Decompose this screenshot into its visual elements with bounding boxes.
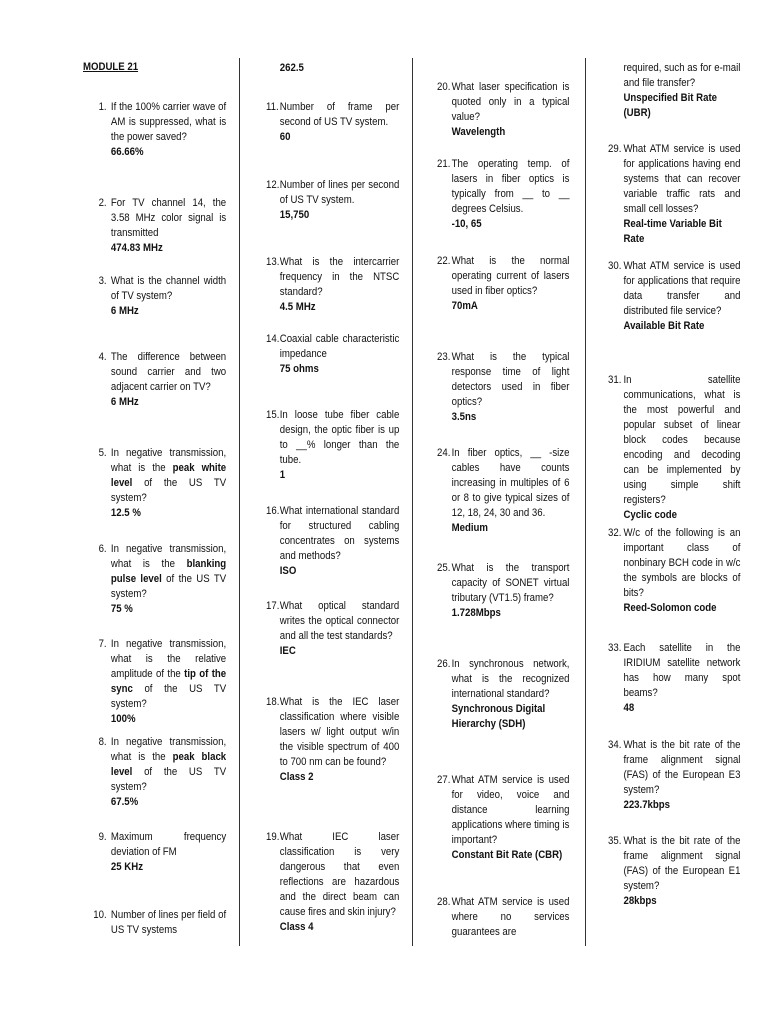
question-number: 30.	[608, 260, 622, 272]
question-4	[92, 350, 226, 410]
answer: 67.5%	[110, 796, 139, 808]
answer: 48	[623, 702, 635, 714]
question-number: 11.	[266, 101, 279, 113]
answer: 6 MHz	[110, 305, 139, 317]
question-23	[437, 350, 569, 425]
column-2	[266, 58, 399, 946]
answer: 223.7kbps	[623, 799, 671, 811]
question-13	[266, 255, 399, 315]
question-35	[608, 834, 740, 909]
answer: 262.5	[279, 62, 304, 74]
question-text: What is the bit rate of the frame alignment signal (FAS) of the European E1 system?	[623, 835, 741, 892]
question-34	[608, 738, 740, 813]
question-emphasis: peak white level	[110, 462, 227, 489]
question-number: 2.	[98, 197, 107, 209]
question-text: What is the intercarrier frequency in the NTSC standard?	[279, 256, 400, 298]
question-text: Number of lines per second of US TV system.	[279, 179, 400, 206]
question-number: 33.	[608, 642, 622, 654]
answer: 6 MHz	[110, 396, 139, 408]
question-11	[266, 100, 399, 145]
question-number	[608, 61, 623, 91]
question-number: 3.	[98, 275, 107, 287]
question-number: 7.	[98, 638, 107, 650]
answer: Class 4	[279, 921, 314, 933]
answer: 1.728Mbps	[451, 607, 501, 619]
question-number: 8.	[98, 736, 107, 748]
question-number: 13.	[266, 256, 280, 268]
question-number: 6.	[98, 543, 107, 555]
question-text	[111, 542, 226, 602]
question-17	[266, 599, 399, 659]
column-divider-2	[412, 58, 413, 946]
column-divider-1	[239, 58, 240, 946]
question-text: Maximum frequency deviation of FM	[110, 831, 227, 858]
question-28-continued	[608, 61, 740, 121]
question-text: The operating temp. of lasers in fiber optics is typically from __ to __ degrees Celsius.	[451, 158, 570, 215]
question-text	[111, 446, 226, 506]
question-number: 5.	[98, 447, 107, 459]
question-text: What optical standard writes the optical connector and all the test standards?	[279, 600, 400, 642]
question-number: 24.	[437, 447, 451, 459]
question-text	[111, 735, 226, 795]
question-text-pre: In negative transmission, what is the	[110, 736, 227, 763]
question-32	[608, 526, 740, 616]
question-31	[608, 373, 740, 523]
question-text: What is the transport capacity of SONET virtual tributary (VT1.5) frame?	[451, 562, 570, 604]
answer: IEC	[279, 645, 296, 657]
question-number: 4.	[98, 351, 107, 363]
question-number: 21.	[437, 158, 451, 170]
answer: Medium	[451, 522, 488, 534]
answer: 70mA	[451, 300, 478, 312]
question-text: Each satellite in the IRIDIUM satellite network has how many spot beams?	[623, 642, 741, 699]
question-text: In synchronous network, what is the recognized international standard?	[451, 658, 570, 700]
question-text: What ATM service is used for video, voice and distance learning applications where timing is important?	[451, 774, 570, 846]
question-text: What international standard for structured cabling concentrates on systems and methods?	[279, 505, 400, 562]
answer: 75 ohms	[279, 363, 319, 375]
question-text: The difference between sound carrier and two adjacent carrier on TV?	[110, 351, 227, 393]
question-emphasis: blanking pulse level	[110, 558, 227, 585]
question-text: What ATM service is used where no services guarantees are	[451, 896, 570, 938]
question-10	[92, 908, 226, 938]
question-number: 15.	[266, 409, 280, 421]
question-number: 29.	[608, 143, 622, 155]
question-number: 1.	[98, 101, 107, 113]
question-8	[92, 735, 226, 810]
question-text: In loose tube fiber cable design, the optic fiber is up to __% longer than the tube.	[279, 409, 400, 466]
answer: Reed-Solomon code	[623, 602, 717, 614]
answer: 75 %	[110, 603, 133, 615]
question-1	[92, 100, 226, 160]
column-divider-3	[585, 58, 586, 946]
answer: -10, 65	[451, 218, 482, 230]
question-number: 22.	[437, 255, 451, 267]
question-number: 27.	[437, 774, 451, 786]
question-number: 20.	[437, 81, 451, 93]
answer: ISO	[279, 565, 297, 577]
question-5	[92, 446, 226, 521]
answer: Available Bit Rate	[623, 320, 705, 332]
answer: 3.5ns	[451, 411, 477, 423]
question-text: required, such as for e-mail and file transfer?	[623, 62, 741, 89]
answer: 15,750	[279, 209, 310, 221]
question-text: What is the channel width of TV system?	[110, 275, 227, 302]
question-number: 35.	[608, 835, 622, 847]
question-25	[437, 561, 569, 621]
question-number: 25.	[437, 562, 451, 574]
answer: 28kbps	[623, 895, 657, 907]
answer: 60	[279, 131, 291, 143]
question-number: 32.	[608, 527, 622, 539]
answer: 1	[279, 469, 286, 481]
question-text-post: of the US TV system?	[110, 477, 227, 504]
question-text-post: of the US TV system?	[110, 573, 227, 600]
answer: Real-time Variable Bit Rate	[623, 218, 722, 245]
question-29	[608, 142, 740, 247]
question-2	[92, 196, 226, 256]
answer: 12.5 %	[110, 507, 141, 519]
question-text-pre: In negative transmission, what is the	[110, 447, 227, 474]
question-21	[437, 157, 569, 232]
question-text: What is the bit rate of the frame alignment signal (FAS) of the European E3 system?	[623, 739, 741, 796]
question-number: 23.	[437, 351, 451, 363]
question-text: What laser specification is quoted only in a typical value?	[451, 81, 570, 123]
column-1	[92, 58, 226, 946]
question-number: 17.	[266, 600, 280, 612]
question-text: Number of frame per second of US TV system.	[279, 101, 400, 128]
question-text: What is the typical response time of light detectors used in fiber optics?	[451, 351, 570, 408]
question-22	[437, 254, 569, 314]
question-number: 9.	[98, 831, 107, 843]
answer: Constant Bit Rate (CBR)	[451, 849, 563, 861]
answer: Unspecified Bit Rate (UBR)	[623, 92, 718, 119]
question-number: 16.	[266, 505, 280, 517]
question-text: Number of lines per field of US TV systems	[110, 909, 227, 936]
question-12	[266, 178, 399, 223]
question-text-pre: In negative transmission, what is the relative amplitude of the	[110, 638, 227, 680]
question-24	[437, 446, 569, 536]
question-19	[266, 830, 399, 935]
answer: Wavelength	[451, 126, 506, 138]
question-text: For TV channel 14, the 3.58 MHz color signal is transmitted	[110, 197, 227, 239]
question-6	[92, 542, 226, 617]
answer: Synchronous Digital Hierarchy (SDH)	[451, 703, 546, 730]
question-number: 31.	[608, 374, 622, 386]
question-text-post: of the US TV system?	[110, 766, 227, 793]
question-33	[608, 641, 740, 716]
question-15	[266, 408, 399, 483]
question-number: 28.	[437, 896, 451, 908]
question-text: W/c of the following is an important class of nonbinary BCH code in w/c the symbols are blocks of bits?	[623, 527, 741, 599]
question-26	[437, 657, 569, 732]
question-30	[608, 259, 740, 334]
question-number: 19.	[266, 831, 280, 843]
question-text: What is the IEC laser classification where visible lasers w/ light output w/in the visible spectrum of 400 to 700 nm can be found?	[279, 696, 400, 768]
answer: 4.5 MHz	[279, 301, 316, 313]
question-18	[266, 695, 399, 785]
question-emphasis: tip of the sync	[110, 668, 227, 695]
question-14	[266, 332, 399, 377]
question-number: 18.	[266, 696, 280, 708]
question-text: What ATM service is used for applications having end systems that can recover variable traffic rats and small cell losses?	[623, 143, 741, 215]
question-text: In satellite communications, what is the most powerful and popular subset of linear block codes because encoding and decoding can be implemented by using simple shift registers?	[623, 374, 741, 506]
column-4	[608, 58, 740, 946]
answer: Class 2	[279, 771, 314, 783]
question-number: 12.	[266, 179, 280, 191]
module-title: MODULE 21	[83, 61, 139, 73]
question-text: Coaxial cable characteristic impedance	[279, 333, 400, 360]
question-27	[437, 773, 569, 863]
question-10-answer	[266, 61, 399, 76]
answer: 25 KHz	[110, 861, 144, 873]
question-text: What IEC laser classification is very dangerous that even reflections are hazardous and the direct beam can cause fires and skin injury?	[279, 831, 400, 918]
question-number: 10.	[93, 909, 107, 921]
question-emphasis: peak black level	[110, 751, 227, 778]
question-text: In fiber optics, __ -size cables have counts increasing in multiples of 6 or 8 to give typical sizes of 12, 18, 24, 30 and 36.	[451, 447, 570, 519]
question-text: What ATM service is used for applications that require data transfer and distributed file service?	[623, 260, 741, 317]
question-text: What is the normal operating current of lasers used in fiber optics?	[451, 255, 570, 297]
question-text-pre: In negative transmission, what is the	[110, 543, 227, 570]
question-9	[92, 830, 226, 875]
answer: 100%	[110, 713, 136, 725]
answer: Cyclic code	[623, 509, 677, 521]
question-number: 14.	[266, 333, 280, 345]
answer: 474.83 MHz	[110, 242, 163, 254]
column-3	[437, 58, 569, 946]
question-28	[437, 895, 569, 940]
question-text	[111, 637, 226, 712]
answer: 66.66%	[110, 146, 144, 158]
question-3	[92, 274, 226, 319]
question-7	[92, 637, 226, 727]
question-number: 26.	[437, 658, 451, 670]
question-number: 34.	[608, 739, 622, 751]
question-16	[266, 504, 399, 579]
question-text: If the 100% carrier wave of AM is suppressed, what is the power saved?	[110, 101, 227, 143]
question-20	[437, 80, 569, 140]
question-text-post: of the US TV system?	[110, 683, 227, 710]
